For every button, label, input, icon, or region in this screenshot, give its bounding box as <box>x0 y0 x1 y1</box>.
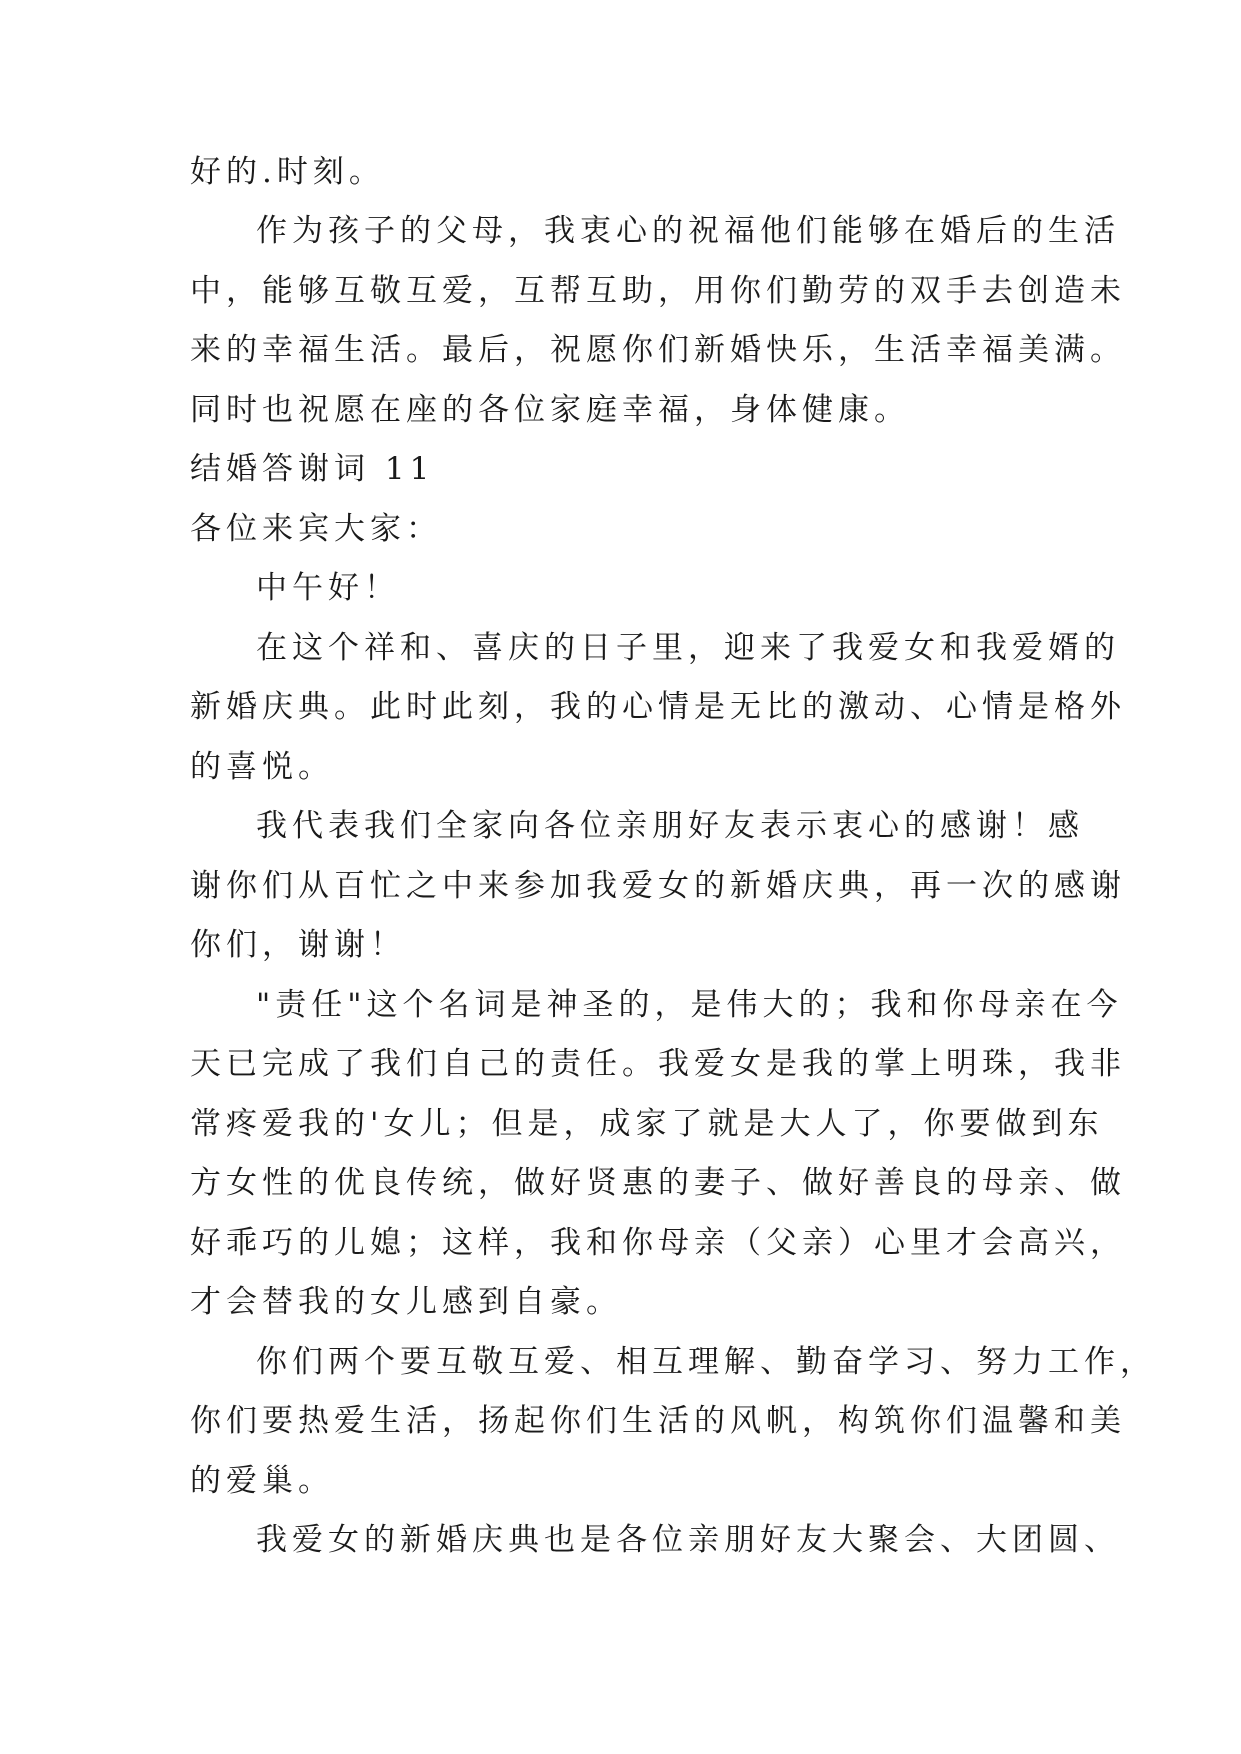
greeting: 中午好！ <box>256 570 400 606</box>
text-line: 同时也祝愿在座的各位家庭幸福，身体健康。 <box>190 392 910 428</box>
text-line: 才会替我的女儿感到自豪。 <box>190 1284 622 1320</box>
text-line: 的爱巢。 <box>190 1463 334 1499</box>
text-line: 好的.时刻。 <box>190 154 385 190</box>
text-line: 新婚庆典。此时此刻，我的心情是无比的激动、心情是格外 <box>190 689 1126 725</box>
text-line: 来的幸福生活。最后，祝愿你们新婚快乐，生活幸福美满。 <box>190 332 1126 368</box>
salutation: 各位来宾大家： <box>190 511 442 547</box>
paragraph-line: 在这个祥和、喜庆的日子里，迎来了我爱女和我爱婿的 <box>256 630 1120 666</box>
text-line: 方女性的优良传统，做好贤惠的妻子、做好善良的母亲、做 <box>190 1165 1126 1201</box>
text-line: 你们要热爱生活，扬起你们生活的风帆，构筑你们温馨和美 <box>190 1403 1126 1439</box>
text-line: 好乖巧的儿媳；这样，我和你母亲（父亲）心里才会高兴， <box>190 1225 1126 1261</box>
paragraph-line: "责任"这个名词是神圣的，是伟大的；我和你母亲在今 <box>256 987 1123 1023</box>
text-line: 中，能够互敬互爱，互帮互助，用你们勤劳的双手去创造未 <box>190 273 1126 309</box>
section-title: 结婚答谢词 11 <box>190 451 435 487</box>
paragraph-line: 你们两个要互敬互爱、相互理解、勤奋学习、努力工作， <box>256 1344 1156 1380</box>
text-line: 天已完成了我们自己的责任。我爱女是我的掌上明珠，我非 <box>190 1046 1126 1082</box>
text-line: 的喜悦。 <box>190 749 334 785</box>
text-line: 常疼爱我的'女儿；但是，成家了就是大人了，你要做到东 <box>190 1106 1104 1142</box>
text-line: 谢你们从百忙之中来参加我爱女的新婚庆典，再一次的感谢 <box>190 868 1126 904</box>
paragraph-line: 我爱女的新婚庆典也是各位亲朋好友大聚会、大团圆、 <box>256 1522 1120 1558</box>
paragraph-line: 我代表我们全家向各位亲朋好友表示衷心的感谢！感 <box>256 808 1084 844</box>
text-line: 你们，谢谢！ <box>190 927 406 963</box>
paragraph-line: 作为孩子的父母，我衷心的祝福他们能够在婚后的生活 <box>256 213 1120 249</box>
